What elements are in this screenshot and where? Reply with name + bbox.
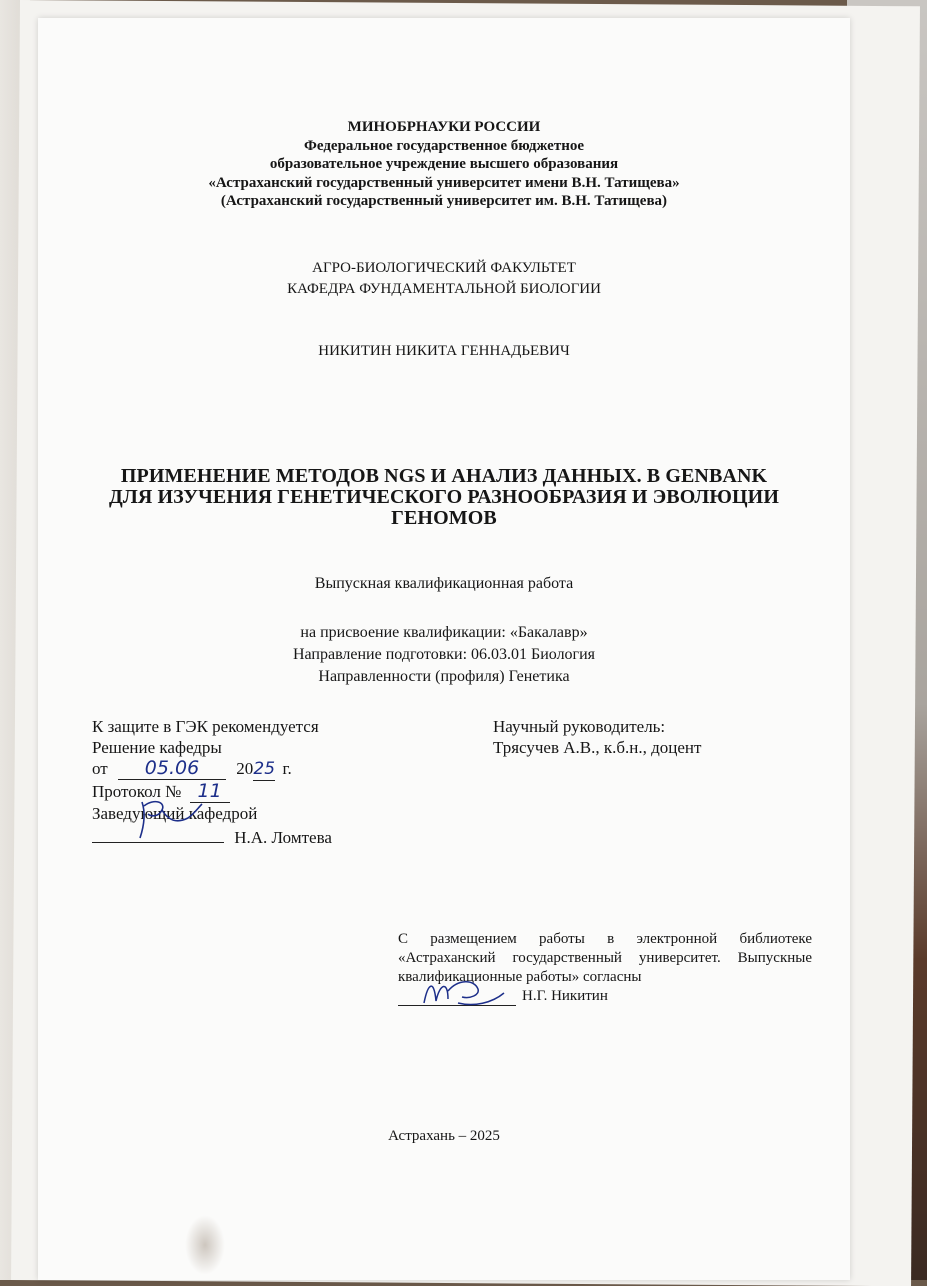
head-signature-icon [132, 794, 212, 844]
supervisor-name: Трясучев А.В., к.б.н., доцент [493, 738, 702, 757]
library-consent [398, 930, 812, 1006]
ministry-line-5: (Астраханский государственный университет им. В.Н. Татищева) [220, 193, 668, 209]
protocol-number: 11 [197, 780, 222, 802]
head-signature-line [92, 824, 432, 848]
qualification-line-3: Направленности (профиля) Генетика [318, 668, 570, 685]
consent-signature-line [398, 987, 812, 1006]
head-name: Н.А. Ломтева [234, 828, 332, 847]
supervisor-label: Научный руководитель: [493, 717, 666, 736]
consent-text: С размещением работы в электронной библиотеке «Астраханский государственный университет. Выпускные квалификационные работы» согласны [398, 931, 812, 985]
qualification-line-1: на присвоение квалификации: «Бакалавр» [300, 624, 588, 641]
author-name: НИКИТИН НИКИТА ГЕННАДЬЕВИЧ [318, 343, 570, 359]
date-field [118, 758, 226, 780]
head-label: Заведующий кафедрой [92, 804, 258, 823]
head-signature-blank [92, 824, 224, 843]
thesis-title [38, 466, 850, 529]
qualification-line-2: Направление подготовки: 06.03.01 Биология [292, 646, 596, 663]
ministry-line-4: «Астраханский государственный университет имени В.Н. Татищева» [208, 174, 680, 191]
consent-signer: Н.Г. Никитин [522, 988, 608, 1004]
from-label: от [92, 759, 108, 778]
ministry-header [38, 118, 850, 211]
faculty-block [38, 258, 850, 300]
title-line-3: ГЕНОМОВ [391, 507, 497, 529]
paper-fold-shadow [185, 1215, 225, 1275]
decision-label: Решение кафедры [92, 738, 222, 757]
decision-date-line [92, 758, 432, 781]
department-name: КАФЕДРА ФУНДАМЕНТАЛЬНОЙ БИОЛОГИИ [287, 281, 601, 297]
approval-block [92, 716, 432, 848]
ministry-line-1: МИНОБРНАУКИ РОССИИ [347, 119, 541, 135]
supervisor-block [493, 716, 813, 758]
faculty-name: АГРО-БИОЛОГИЧЕСКИЙ ФАКУЛЬТЕТ [312, 260, 576, 276]
year-suffix: г. [282, 759, 292, 778]
recommended-label: К защите в ГЭК рекомендуется [92, 717, 319, 736]
protocol-label: Протокол № [92, 782, 182, 801]
consent-signature-blank [398, 987, 516, 1006]
author-signature-icon [418, 973, 508, 1013]
year-field [253, 758, 275, 781]
title-line-1: ПРИМЕНЕНИЕ МЕТОДОВ NGS И АНАЛИЗ ДАННЫХ. В GENBANK [120, 465, 768, 487]
city-year: Астрахань – 2025 [388, 1128, 500, 1144]
title-line-2: ДЛЯ ИЗУЧЕНИЯ ГЕНЕТИЧЕСКОГО РАЗНООБРАЗИЯ И ЭВОЛЮЦИИ [109, 486, 779, 508]
ministry-line-2: Федеральное государственное бюджетное [303, 137, 585, 154]
year-handwritten: 25 [253, 759, 276, 779]
qualification-block [38, 622, 850, 688]
ministry-line-3: образовательное учреждение высшего образования [269, 156, 619, 172]
year-prefix: 20 [236, 759, 254, 778]
title-page [38, 18, 850, 1280]
date-handwritten: 05.06 [144, 757, 200, 779]
work-type: Выпускная квалификационная работа [314, 575, 574, 592]
